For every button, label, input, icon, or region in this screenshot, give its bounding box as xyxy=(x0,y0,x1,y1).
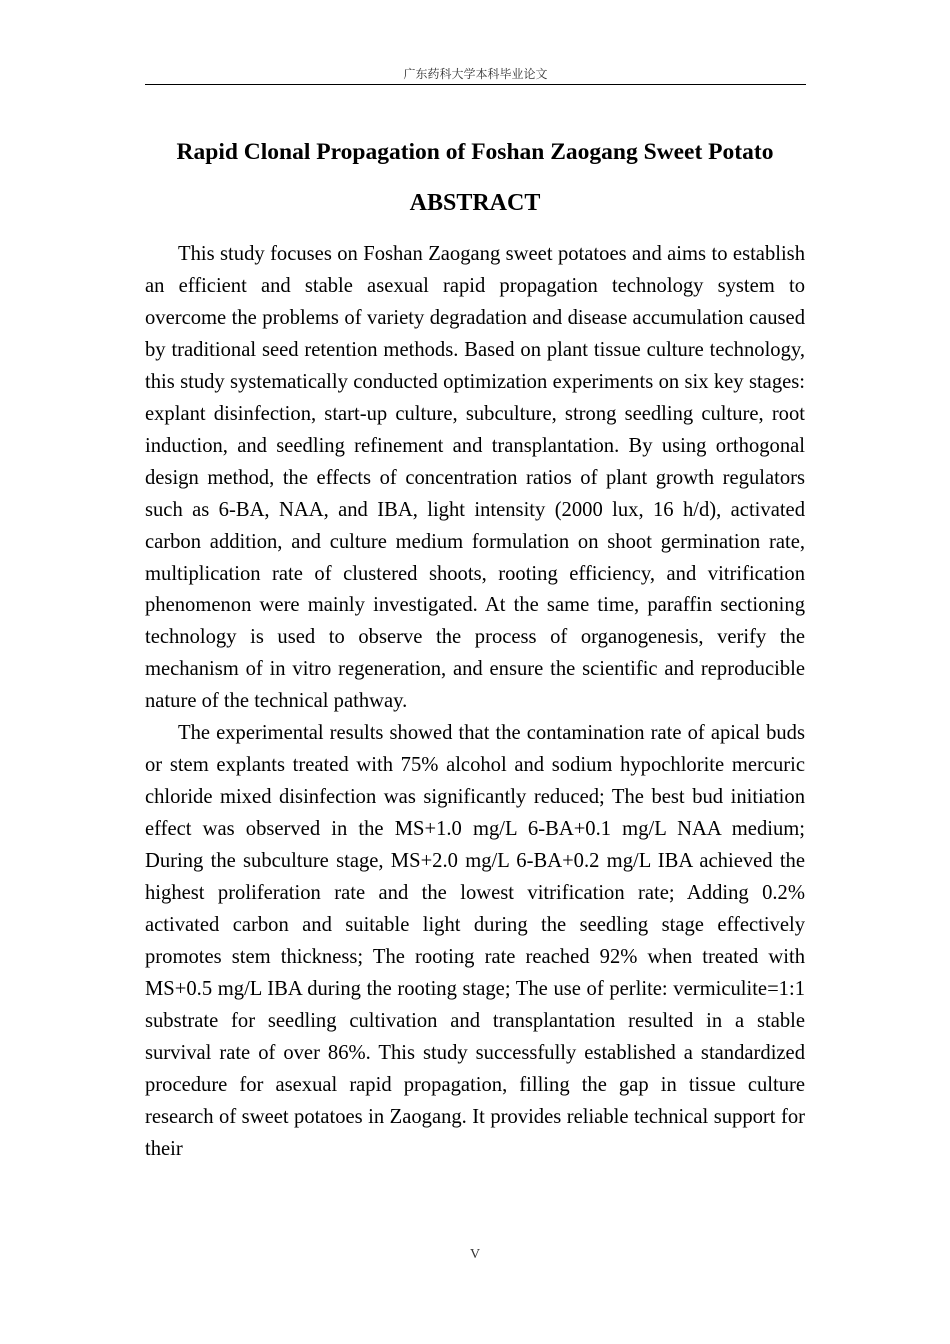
abstract-heading: ABSTRACT xyxy=(409,190,541,216)
abstract-paragraph-2: The experimental results showed that the contamination rate of apical buds or stem explants treated with 75% alcohol and sodium hypochlorite mercuric chloride mixed disinfection was significantly reduced; The best bud initiation effect was observed in the MS+1.0 mg/L 6-BA+0.1 mg/L NAA medium; During the subculture stage, MS+2.0 mg/L 6-BA+0.2 mg/L IBA achieved the highest proliferation rate and the lowest vitrification rate; Adding 0.2% activated carbon and suitable light during the seedling stage effectively promotes stem thickness; The rooting rate reached 92% when treated with MS+0.5 mg/L IBA during the rooting stage; The use of perlite: vermiculite=1:1 substrate for seedling cultivation and transplantation resulted in a stable survival rate of over 86%. This study successfully established a standardized procedure for asexual rapid propagation, filling the gap in tissue culture research of sweet potatoes in Zaogang. It provides reliable technical support for their xyxy=(145,722,805,1160)
paper-title: Rapid Clonal Propagation of Foshan Zaogang Sweet Potato xyxy=(176,139,774,165)
running-header: 广东药科大学本科毕业论文 xyxy=(145,64,806,85)
abstract-paragraph-1: This study focuses on Foshan Zaogang sweet potatoes and aims to establish an efficient and stable asexual rapid propagation technology system to overcome the problems of variety degradation and disease accumulation caused by traditional seed retention methods. Based on plant tissue culture technology, this study systematically conducted optimization experiments on six key stages: explant disinfection, start-up culture, subculture, strong seedling culture, root induction, and seedling refinement and transplantation. By using orthogonal design method, the effects of concentration ratios of plant growth regulators such as 6-BA, NAA, and IBA, light intensity (2000 lux, 16 h/d), activated carbon addition, and culture medium formulation on shoot germination rate, multiplication rate of clustered shoots, rooting efficiency, and vitrification phenomenon were mainly investigated. At the same time, paraffin sectioning technology is used to observe the process of organogenesis, verify the mechanism of in vitro regeneration, and ensure the scientific and reproducible nature of the technical pathway. xyxy=(145,243,805,713)
page-number: V xyxy=(469,1247,481,1262)
abstract-body xyxy=(145,239,805,1166)
